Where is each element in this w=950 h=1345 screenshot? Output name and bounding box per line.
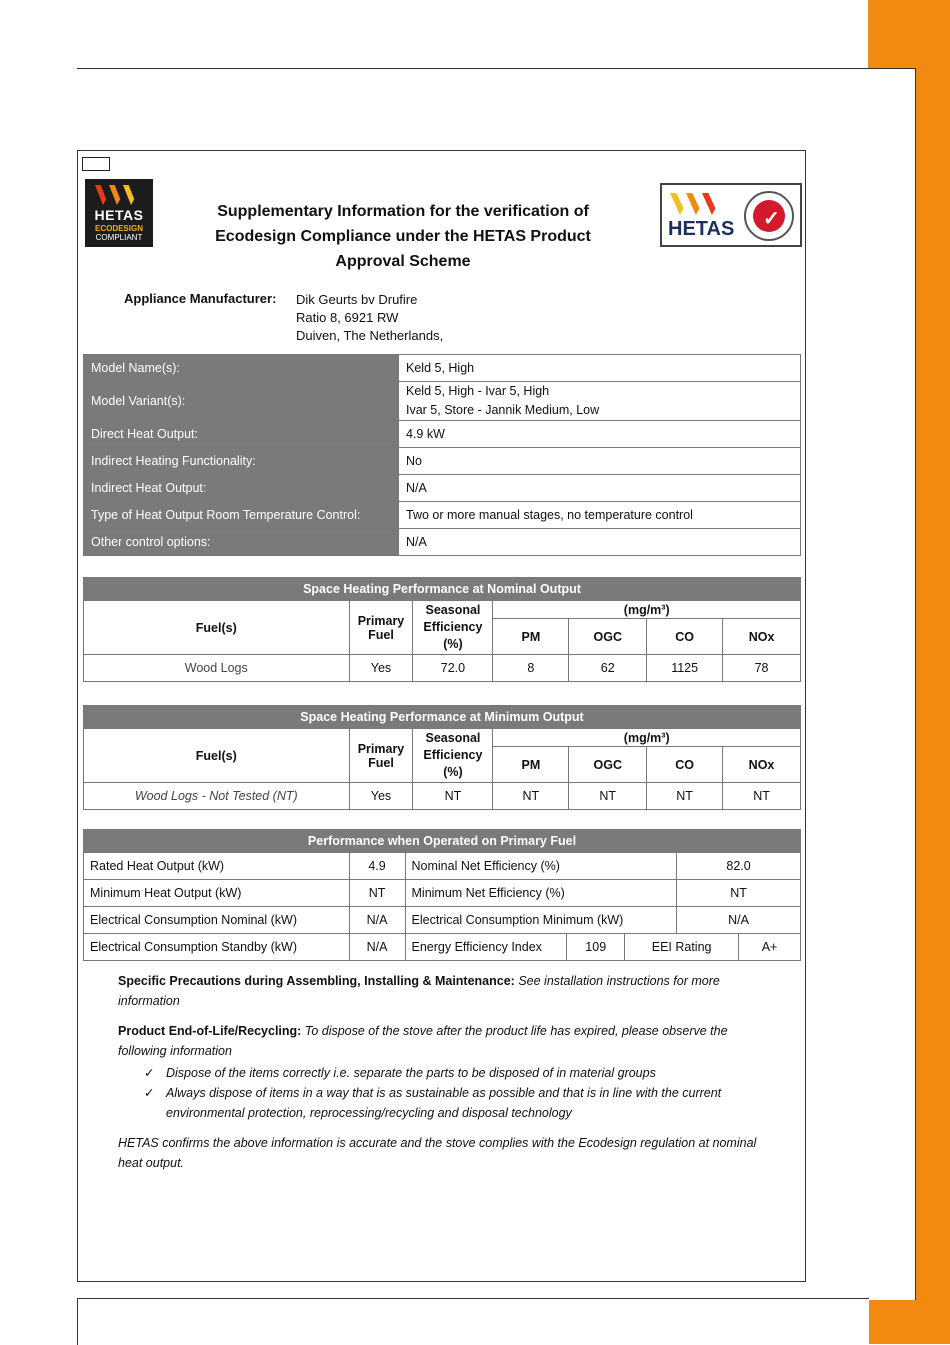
list-item (144, 1063, 778, 1083)
cell-co: NT (647, 783, 723, 810)
cell-pm: NT (493, 783, 569, 810)
row-label: Model Name(s): (84, 355, 399, 382)
row-value: 4.9 kW (399, 421, 801, 448)
ecodesign-certificate (77, 150, 806, 1282)
table-row (84, 934, 801, 961)
row-label: Indirect Heat Output: (84, 475, 399, 502)
col-pm: PM (493, 747, 569, 783)
cell-ogc: NT (569, 783, 647, 810)
corner-marker (82, 157, 110, 171)
row-value: NT (677, 880, 801, 907)
cell-nox: NT (723, 783, 801, 810)
col-pm: PM (493, 619, 569, 655)
table-row (84, 880, 801, 907)
address-line: Dik Geurts bv Drufire (296, 292, 418, 307)
row-value: 82.0 (677, 853, 801, 880)
table-row (84, 529, 801, 556)
cell-primary: Yes (349, 783, 413, 810)
list-item (144, 1083, 778, 1123)
list-item-text: Dispose of the items correctly i.e. separate the parts to be disposed of in material groups (166, 1066, 656, 1080)
hetas-ecodesign-logo (85, 179, 153, 247)
precautions-label: Specific Precautions during Assembling, Installing & Maintenance: (118, 974, 515, 988)
table-row (84, 475, 801, 502)
table-row (84, 502, 801, 529)
row-label: Nominal Net Efficiency (%) (405, 853, 677, 880)
hetas-approved-logo (660, 183, 802, 247)
row-label: Model Variant(s): (84, 382, 399, 421)
minimum-table-title: Space Heating Performance at Minimum Output (84, 706, 801, 729)
row-label: Electrical Consumption Minimum (kW) (405, 907, 677, 934)
manufacturer-label: Appliance Manufacturer: (124, 291, 277, 306)
row-value: N/A (349, 907, 405, 934)
list-item-text: Always dispose of items in a way that is as sustainable as possible and that is in line with the current environmental protection, reprocessing/recycling and disposal technology (166, 1086, 722, 1120)
table-row (84, 655, 801, 682)
nominal-table-title: Space Heating Performance at Nominal Output (84, 578, 801, 601)
col-seasonal-efficiency: Seasonal Efficiency (%) (413, 601, 493, 655)
logo-brand: HETAS (94, 207, 144, 223)
col-emissions-unit: (mg/m³) (493, 601, 801, 619)
row-value: N/A (677, 907, 801, 934)
cell-pm: 8 (493, 655, 569, 682)
table-row (84, 853, 801, 880)
row-label: Type of Heat Output Room Temperature Control: (84, 502, 399, 529)
manufacturer-address (296, 291, 443, 345)
approved-seal-icon: ✓ (744, 191, 794, 241)
primary-fuel-performance-table (83, 829, 801, 961)
row-label: Minimum Heat Output (kW) (84, 880, 350, 907)
eol-label: Product End-of-Life/Recycling: (118, 1024, 302, 1038)
document-title: Supplementary Information for the verification of Ecodesign Compliance under the HETAS Product Approval Scheme (215, 203, 591, 270)
eei-rating-value: A+ (739, 934, 801, 961)
cell-fuel: Wood Logs - Not Tested (NT) (84, 783, 350, 810)
col-ogc: OGC (569, 619, 647, 655)
confirmation-statement: HETAS confirms the above information is accurate and the stove complies with the Ecodesign regulation at nominal heat output. (118, 1136, 757, 1170)
col-seasonal-efficiency: Seasonal Efficiency (%) (413, 729, 493, 783)
col-primary-fuel: Primary Fuel (349, 729, 413, 783)
logo-line-ecodesign: ECODESIGN (94, 224, 143, 233)
row-value: No (399, 448, 801, 475)
variant-line: Keld 5, High - Ivar 5, High (406, 384, 550, 398)
row-value: Keld 5, High (399, 355, 801, 382)
table-row (84, 907, 801, 934)
col-emissions-unit: (mg/m³) (493, 729, 801, 747)
row-value: N/A (399, 529, 801, 556)
row-label: Energy Efficiency Index (405, 934, 567, 961)
nominal-output-table (83, 577, 801, 682)
cell-fuel: Wood Logs (84, 655, 350, 682)
cell-co: 1125 (647, 655, 723, 682)
row-label: Minimum Net Efficiency (%) (405, 880, 677, 907)
logo-right-brand: HETAS (668, 218, 735, 240)
row-label: Electrical Consumption Standby (kW) (84, 934, 350, 961)
col-fuel: Fuel(s) (84, 729, 350, 783)
precautions-note (118, 971, 778, 1011)
ops-table-title: Performance when Operated on Primary Fuel (84, 830, 801, 853)
row-label: Direct Heat Output: (84, 421, 399, 448)
col-nox: NOx (723, 619, 801, 655)
row-value: 4.9 (349, 853, 405, 880)
minimum-output-table (83, 705, 801, 810)
table-row (84, 421, 801, 448)
model-info-table (83, 354, 801, 556)
cell-efficiency: NT (413, 783, 493, 810)
col-nox: NOx (723, 747, 801, 783)
col-ogc: OGC (569, 747, 647, 783)
row-value: Two or more manual stages, no temperature control (399, 502, 801, 529)
eol-note (118, 1021, 778, 1061)
col-co: CO (647, 619, 723, 655)
eei-rating-label: EEI Rating (625, 934, 739, 961)
page-frame-footer (77, 1298, 869, 1345)
address-line: Duiven, The Netherlands, (296, 328, 444, 343)
logo-line-compliant: COMPLIANT (95, 233, 143, 242)
cell-efficiency: 72.0 (413, 655, 493, 682)
address-line: Ratio 8, 6921 RW (296, 310, 399, 325)
variant-line: Ivar 5, Store - Jannik Medium, Low (406, 403, 600, 417)
col-primary-fuel: Primary Fuel (349, 601, 413, 655)
disposal-list (118, 1063, 778, 1123)
row-value: N/A (349, 934, 405, 961)
row-label: Rated Heat Output (kW) (84, 853, 350, 880)
check-icon: ✓ (144, 1066, 155, 1080)
cell-nox: 78 (723, 655, 801, 682)
row-value (399, 382, 801, 421)
check-icon: ✓ (144, 1086, 155, 1100)
eol-text: To dispose of the stove after the product life has expired, please observe the following information (118, 1024, 728, 1058)
col-co: CO (647, 747, 723, 783)
cell-ogc: 62 (569, 655, 647, 682)
row-label: Electrical Consumption Nominal (kW) (84, 907, 350, 934)
table-row (84, 783, 801, 810)
table-row (84, 355, 801, 382)
eei-value: 109 (567, 934, 625, 961)
row-label: Indirect Heating Functionality: (84, 448, 399, 475)
cell-primary: Yes (349, 655, 413, 682)
row-value: N/A (399, 475, 801, 502)
notes-section (118, 971, 778, 1183)
precautions-text: See installation instructions for more information (118, 974, 720, 1008)
table-row (84, 448, 801, 475)
row-label: Other control options: (84, 529, 399, 556)
col-fuel: Fuel(s) (84, 601, 350, 655)
row-value: NT (349, 880, 405, 907)
table-row (84, 382, 801, 421)
